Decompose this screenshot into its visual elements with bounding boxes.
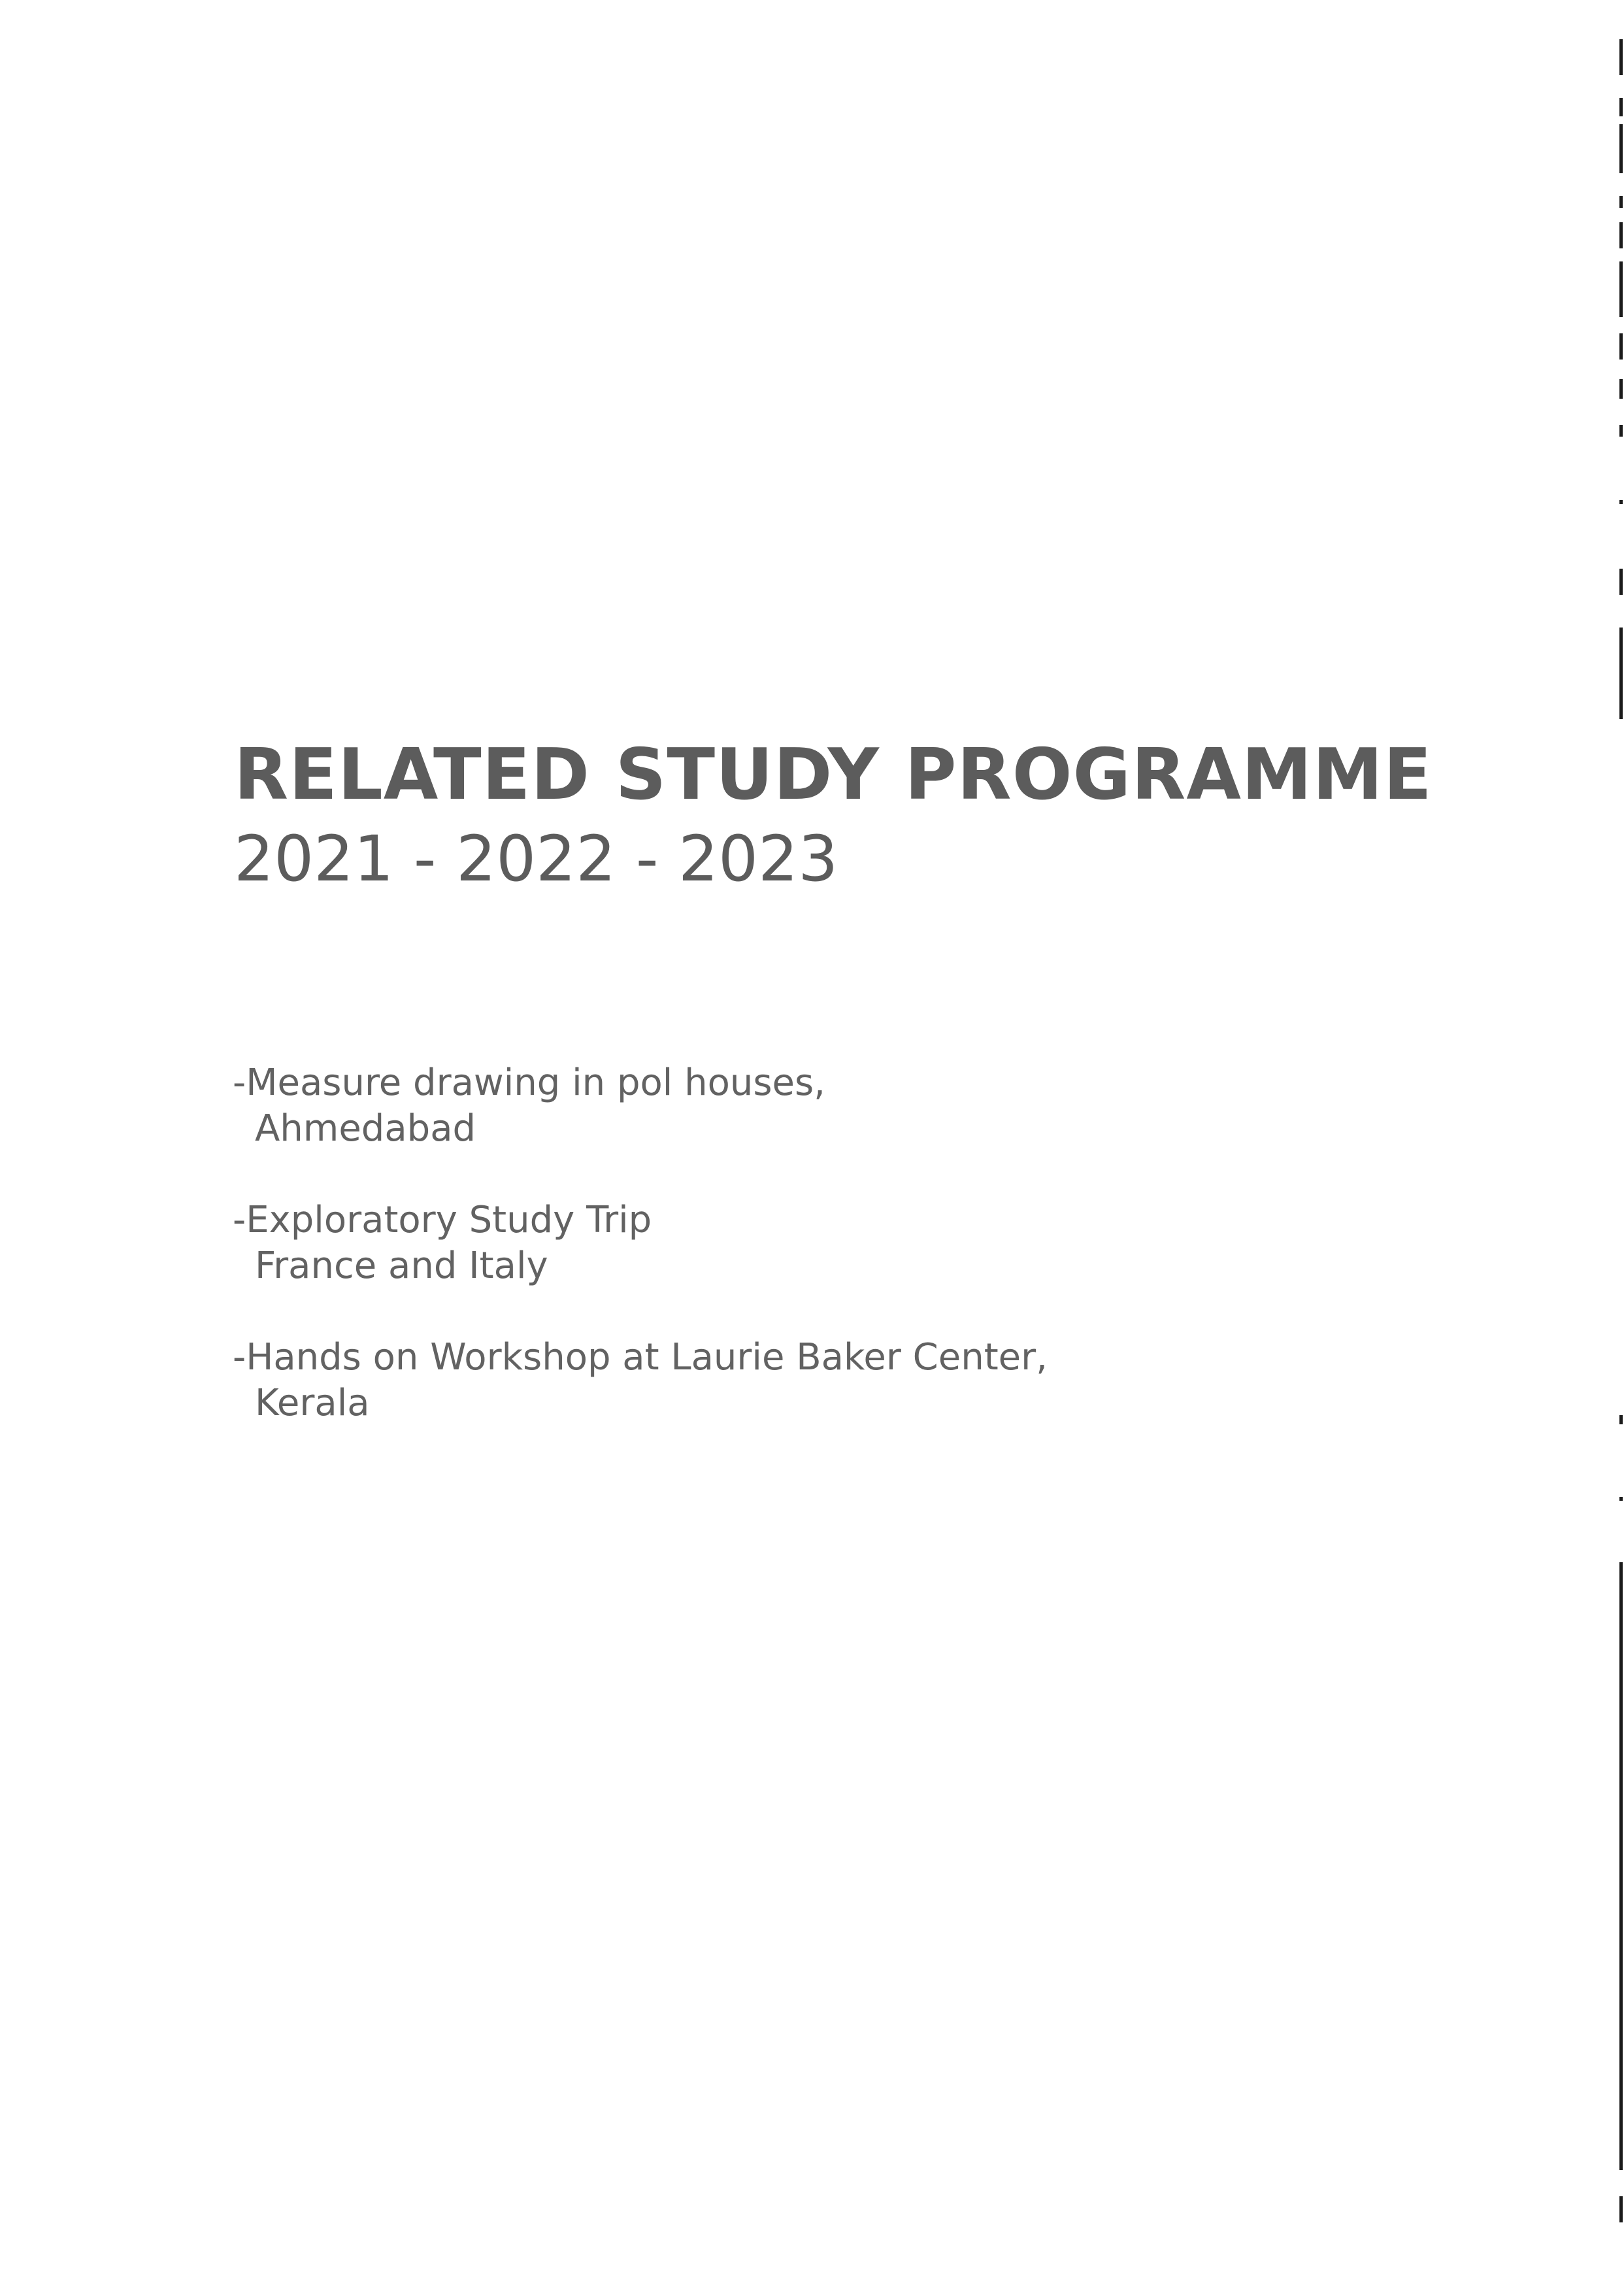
list-dash: - — [233, 1336, 246, 1379]
list-item — [233, 1335, 1474, 1426]
edge-mark — [1619, 1497, 1623, 1501]
edge-mark — [1619, 500, 1623, 504]
list-item-text: Hands on Workshop at Laurie Baker Center, — [246, 1336, 1048, 1379]
binding-edge-marks — [1619, 0, 1624, 2293]
edge-mark — [1619, 379, 1623, 399]
edge-mark — [1619, 1415, 1623, 1424]
list-item-second-line: Kerala — [255, 1382, 370, 1424]
edge-mark — [1619, 222, 1623, 248]
edge-mark — [1619, 98, 1623, 116]
list-item — [233, 1060, 1474, 1152]
edge-mark — [1619, 1562, 1623, 2170]
list-item-text: Measure drawing in pol houses, — [246, 1062, 825, 1104]
list-dash: - — [233, 1062, 246, 1104]
list-item-first-line — [233, 1197, 1474, 1243]
edge-mark — [1619, 261, 1623, 317]
edge-mark — [1619, 39, 1623, 75]
year-range: 2021 - 2022 - 2023 — [234, 822, 838, 895]
list-item-second-line: France and Italy — [255, 1245, 548, 1287]
edge-mark — [1619, 333, 1623, 360]
page-title: RELATED STUDY PROGRAMME — [234, 734, 1433, 816]
heading-block — [234, 732, 1476, 898]
list-item-text: Exploratory Study Trip — [246, 1199, 652, 1241]
list-item-first-line — [233, 1335, 1474, 1381]
list-item — [233, 1197, 1474, 1289]
edge-mark — [1619, 425, 1623, 437]
edge-mark — [1619, 124, 1623, 173]
edge-mark — [1619, 628, 1623, 719]
edge-mark — [1619, 2196, 1623, 2222]
list-item-first-line — [233, 1060, 1474, 1106]
list-item-second-line: Ahmedabad — [255, 1107, 476, 1150]
list-dash: - — [233, 1199, 246, 1241]
edge-mark — [1619, 569, 1623, 595]
study-programme-list — [233, 1060, 1474, 1472]
edge-mark — [1619, 196, 1623, 208]
